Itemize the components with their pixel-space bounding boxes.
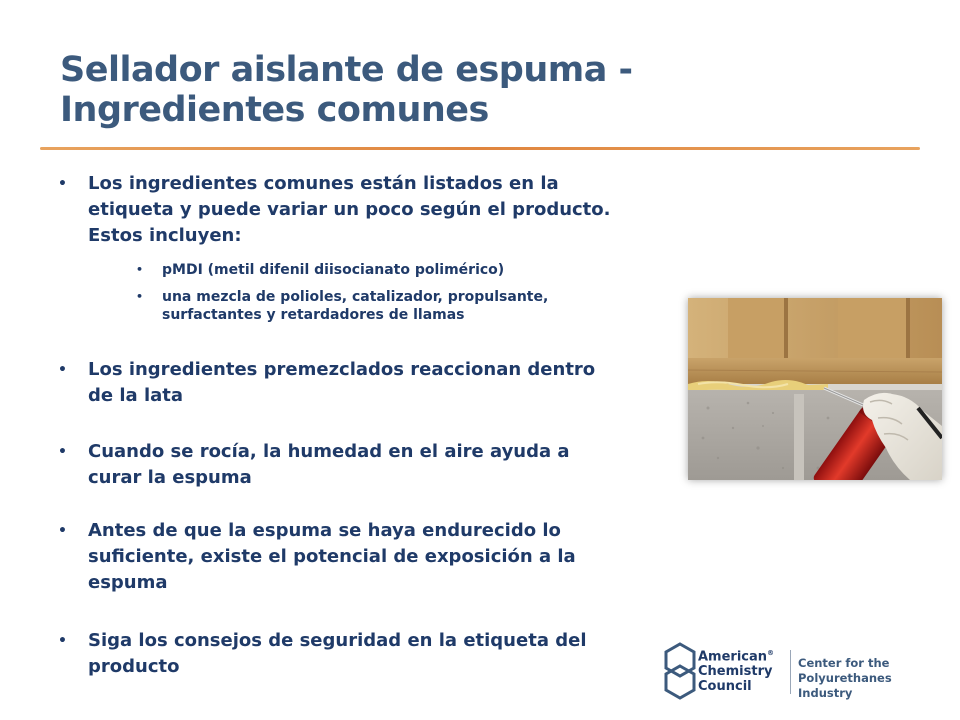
slide-title-line-1: Sellador aislante de espuma - [60,50,633,90]
bullet-text [88,439,570,491]
sub-bullet-marker: • [136,263,144,276]
logo-center-line: Polyurethanes Industry [798,671,892,700]
logo-center-line: Center for the [798,656,890,670]
sub-bullet-text [162,288,548,324]
bullet-text [88,357,595,409]
foam-spray-illustration [688,298,942,480]
logo-organization-name [698,646,774,694]
bullet-line: espuma [88,572,168,593]
bullet-text [88,518,576,596]
bullet-line: de la lata [88,385,184,406]
bullet-marker: • [58,362,67,378]
bullet-marker: • [58,176,67,192]
bullet-line: producto [88,656,180,677]
bullet-marker: • [58,444,67,460]
bullet-line: Cuando se rocía, la humedad en el aire ayuda a [88,441,570,462]
bullet-line: curar la espuma [88,467,252,488]
logo-center-name [798,656,942,701]
bullet-line: suficiente, existe el potencial de exposición a la [88,546,576,567]
bullet-line: Los ingredientes comunes están listados en la [88,173,559,194]
logo-name-line: American® [698,649,775,665]
logo-divider [790,650,791,694]
logo-name-line: Council [698,679,752,695]
logo-name-line: Chemistry [698,664,773,680]
american-chemistry-council-logo [662,638,942,708]
sub-bullet-line: pMDI (metil difenil diisocianato polimérico) [162,262,505,278]
bullet-line: Estos incluyen: [88,225,242,246]
sub-bullet-marker: • [136,290,144,303]
bullet-text [88,171,611,249]
sub-bullet-line: una mezcla de polioles, catalizador, propulsante, [162,289,549,305]
bullet-line: Antes de que la espuma se haya endurecido lo [88,520,561,541]
slide-title-line-2: Ingredientes comunes [60,90,489,130]
hexagon-logo-icon [662,640,698,702]
bullet-line: etiqueta y puede variar un poco según el producto. [88,199,611,220]
sub-bullet-line: surfactantes y retardadores de llamas [162,307,465,323]
bullet-text [88,628,587,680]
bullet-marker: • [58,523,67,539]
sub-bullet-text [162,261,504,279]
bullet-line: Los ingredientes premezclados reaccionan dentro [88,359,596,380]
bullet-marker: • [58,633,67,649]
foam-spray-photo [688,298,942,480]
bullet-line: Siga los consejos de seguridad en la etiqueta del [88,630,587,651]
